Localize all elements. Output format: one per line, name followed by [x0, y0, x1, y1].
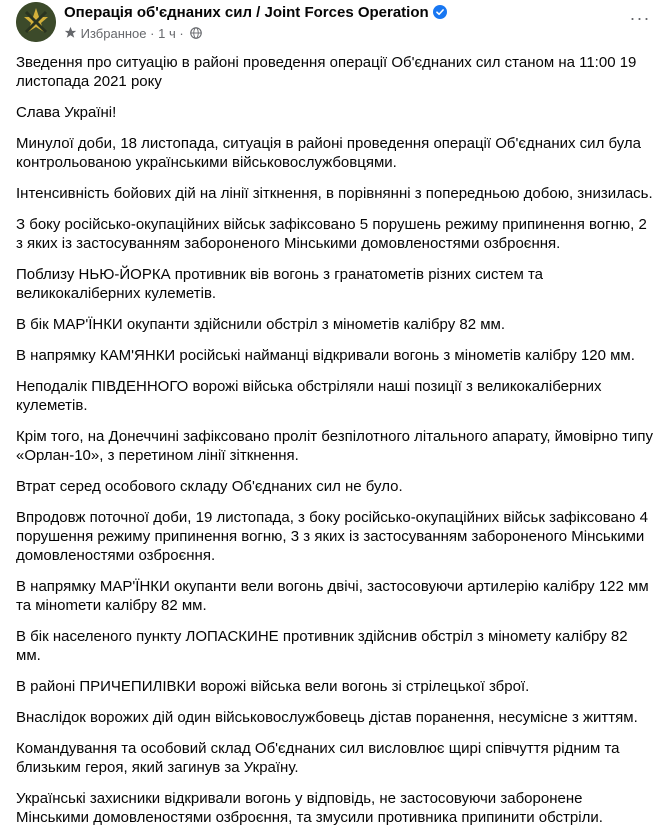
post-body-text — [16, 53, 656, 839]
post-paragraph: В бік МАР'ЇНКИ окупанти здійснили обстріл з мінометів калібру 82 мм. — [16, 316, 506, 333]
post-paragraph: Впродовж поточної доби, 19 листопада, з боку російсько-окупаційних військ зафіксовано 4 порушення режиму припинення вогню, 3 з яких із застосуванням забороненого Мінськими домовленостями озброєння. — [16, 509, 648, 564]
post-meta — [64, 25, 202, 41]
post-header — [16, 2, 654, 42]
meta-separator: · — [150, 26, 155, 42]
page-name-text[interactable]: Операція об'єднаних сил / Joint Forces Operation — [64, 4, 429, 21]
favorites-label[interactable]: Избранное — [80, 26, 147, 42]
post-paragraph: Командування та особовий склад Об'єднаних сил висловлює щирі співчуття рідним та близьким героя, який загинув за Україну. — [16, 740, 620, 776]
post-paragraph: Внаслідок ворожих дій один військовослужбовець дістав поранення, несумісне з життям. — [16, 709, 638, 726]
joint-forces-emblem-icon — [16, 2, 56, 42]
post-paragraph: В бік населеного пункту ЛОПАСКИНЕ противник здійснив обстріл з міномету калібру 82 мм. — [16, 628, 628, 664]
post-paragraph: Крім того, на Донеччині зафіксовано проліт безпілотного літального апарату, ймовірно типу «Орлан-10», з перетином лінії зіткнення. — [16, 428, 654, 464]
post-paragraph: Слава Україні! — [16, 104, 117, 121]
post-paragraph: В напрямку МАР'ЇНКИ окупанти вели вогонь двічі, застосовуючи артилерію калібру 122 мм та мінomети калібру 82 мм. — [16, 578, 649, 614]
post-paragraph: Зведення про ситуацію в районі проведення операції Об'єднаних сил станом на 11:00 19 листопада 2021 року — [16, 54, 637, 90]
more-icon: ··· — [629, 7, 651, 28]
post-time[interactable]: 1 ч — [158, 26, 176, 42]
post-paragraph: Українські захисники відкривали вогонь у відповідь, не застосовуючи заборонене Мінськими домовленостями озброєння, та змусили противника припинити обстріли. — [16, 790, 603, 826]
page-name[interactable] — [64, 4, 447, 21]
post-paragraph: Минулої доби, 18 листопада, ситуація в районі проведення операції Об'єднаних сил була контрольованою українськими військовослужбовцями. — [16, 135, 642, 171]
star-icon — [64, 26, 77, 39]
post-paragraph: Поблизу НЬЮ-ЙОРКА противник вів вогонь з гранатометів різних систем та великокаліберних кулеметів. — [16, 266, 544, 302]
globe-icon[interactable] — [190, 27, 202, 39]
post-paragraph: З боку російсько-окупаційних військ зафіксовано 5 порушень режиму припинення вогню, 2 з яких із застосуванням забороненого Мінськими домовленостями озброєння. — [16, 216, 647, 252]
post-paragraph: В напрямку КАМ'ЯНКИ російські найманці відкривали вогонь з мінометів калібру 120 мм. — [16, 347, 635, 364]
more-options-button[interactable] — [626, 6, 654, 30]
post-paragraph: В районі ПРИЧЕПИЛІВКИ ворожі війська вели вогонь зі стрілецької зброї. — [16, 678, 530, 695]
meta-separator-2: · — [179, 26, 184, 42]
page-avatar[interactable] — [16, 2, 56, 42]
verified-badge-icon — [433, 5, 447, 19]
post-paragraph: Втрат серед особового складу Об'єднаних сил не було. — [16, 478, 403, 495]
post-paragraph: Неподалік ПІВДЕННОГО ворожі війська обстріляли наші позиції з великокаліберних кулеметів. — [16, 378, 602, 414]
post-paragraph: Інтенсивність бойових дій на лінії зіткнення, в порівнянні з попередньою добою, знизилась. — [16, 185, 653, 202]
